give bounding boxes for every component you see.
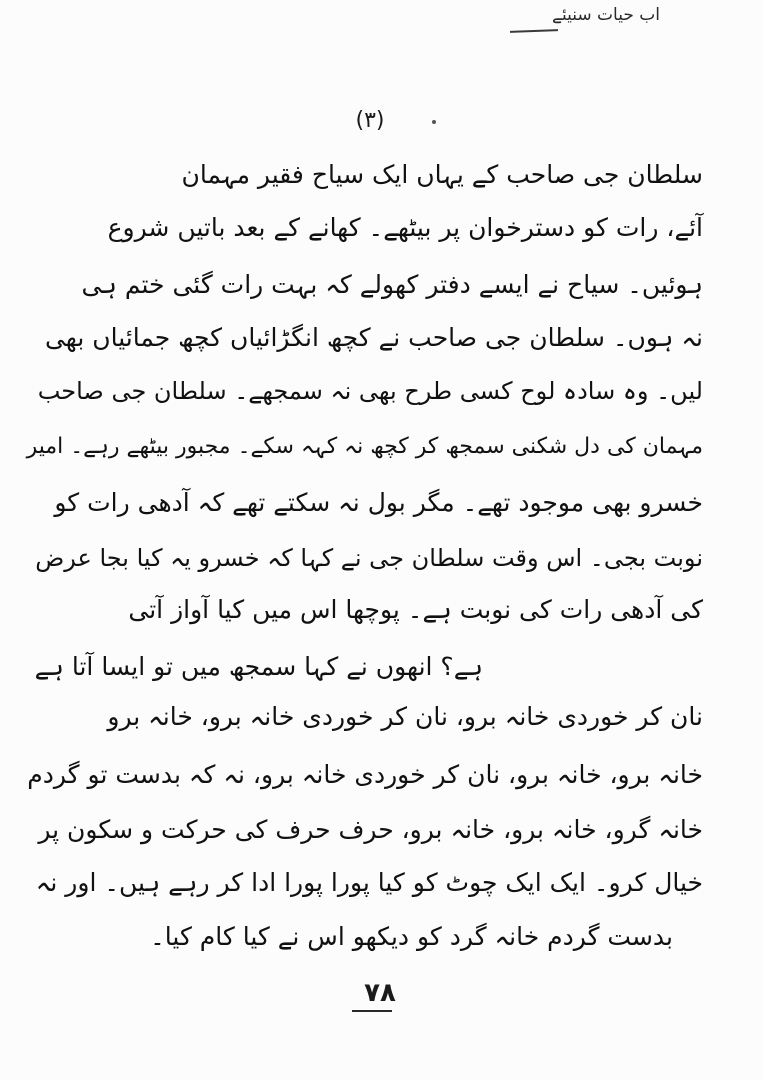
text-line-10: ہے؟ انھوں نے کہا سمجھ میں تو ایسا آتا ہے [34, 652, 483, 681]
text-line-9: کی آدھی رات کی نوبت ہے۔ پوچھا اس میں کیا آواز آتی [128, 595, 703, 624]
text-line-12: بدست گردم خانہ گرد کو دیکھو اس نے کیا کام کیا۔ [150, 922, 673, 951]
text-line-3: ہوئیں۔ سیاح نے ایسے دفتر کھولے کہ بہت رات گئی ختم ہی [81, 270, 703, 299]
text-line-1: سلطان جی صاحب کے یہاں ایک سیاح فقیر مہمان [181, 160, 703, 189]
running-header: اب حیات سنیئے [552, 5, 660, 25]
page-number-underline [352, 1010, 392, 1012]
verse-line-1: نان کر خوردی خانہ برو، نان کر خوردی خانہ برو، خانہ برو [107, 702, 703, 731]
text-line-11: خیال کرو۔ ایک ایک چوٹ کو کیا پورا پورا ادا کر رہے ہیں۔ اور نہ [35, 868, 703, 897]
page-number: ٧٨ [364, 978, 396, 1008]
text-line-5: لیں۔ وہ سادہ لوح کسی طرح بھی نہ سمجھے۔ سلطان جی صاحب [37, 377, 703, 405]
header-underline [510, 29, 558, 33]
text-line-6: مہمان کی دل شکنی سمجھ کر کچھ نہ کہہ سکے۔ مجبور بیٹھے رہے۔ امیر [26, 434, 703, 459]
verse-line-2: خانہ برو، خانہ برو، نان کر خوردی خانہ برو، نہ کہ بدست تو گردم [27, 760, 703, 789]
section-number: (٣) [355, 108, 385, 133]
ink-dot [432, 120, 436, 124]
text-line-8: نوبت بجی۔ اس وقت سلطان جی نے کہا کہ خسرو یہ کیا بجا عرض [35, 544, 703, 572]
text-line-4: نہ ہوں۔ سلطان جی صاحب نے کچھ انگڑائیاں کچھ جمائیاں بھی [44, 323, 703, 352]
text-line-2: آئے، رات کو دسترخوان پر بیٹھے۔ کھانے کے بعد باتیں شروع [107, 213, 703, 242]
verse-line-3: خانہ گرو، خانہ برو، خانہ برو، حرف حرف کی حرکت و سکون پر [38, 815, 703, 844]
text-line-7: خسرو بھی موجود تھے۔ مگر بول نہ سکتے تھے کہ آدھی رات کو [54, 488, 703, 517]
